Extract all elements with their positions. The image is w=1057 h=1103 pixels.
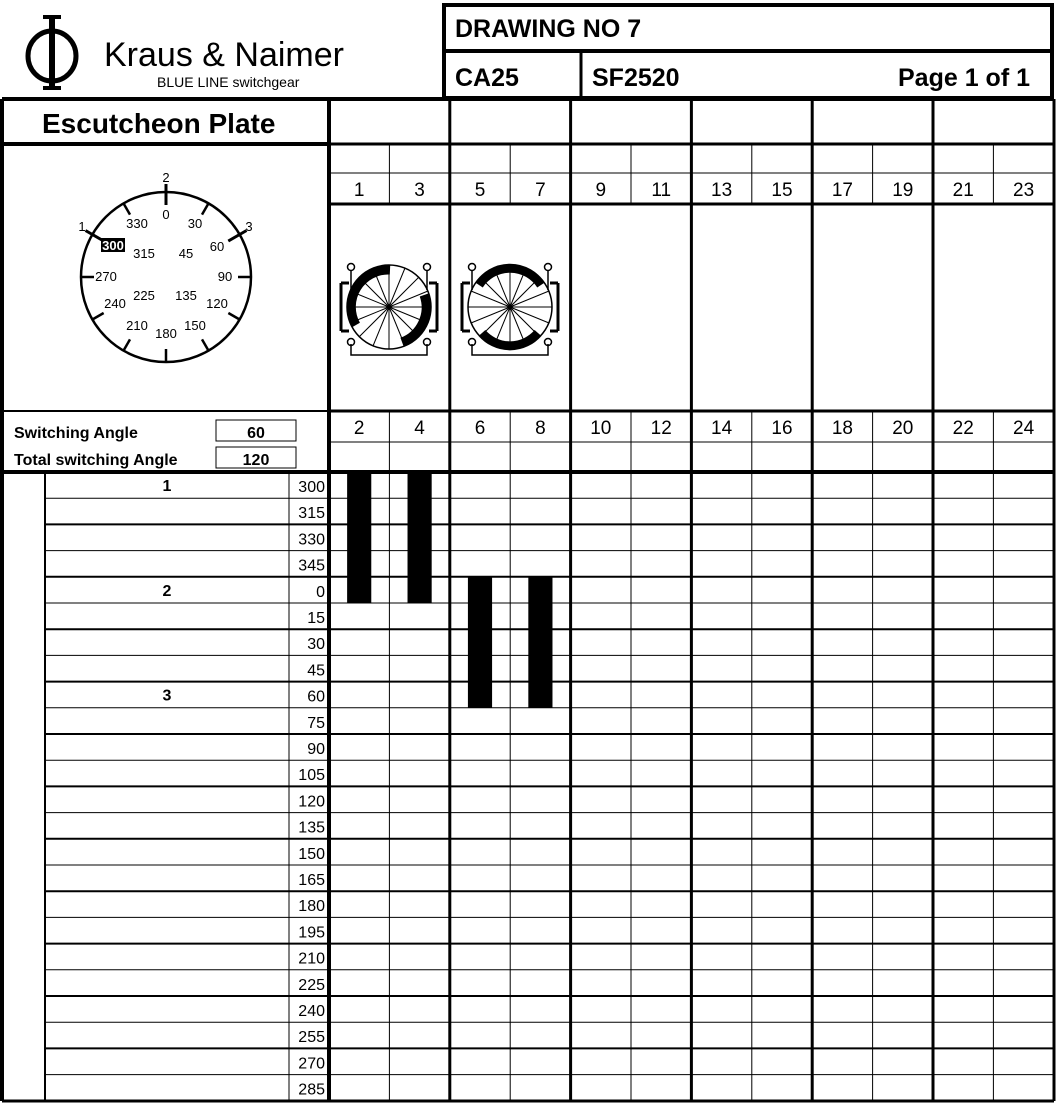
table-row [45, 917, 1054, 941]
angle-label-210: 210 [126, 318, 148, 333]
terminal-number: 10 [590, 418, 612, 439]
contact-closed-bar [528, 577, 552, 708]
angle-label-0: 0 [162, 207, 170, 222]
terminal-number: 22 [952, 418, 974, 439]
row-angle-label: 285 [298, 1081, 325, 1099]
angle-label-330: 330 [126, 216, 148, 231]
dial-tick [228, 313, 239, 320]
table-row [45, 551, 1054, 575]
table-row [163, 478, 326, 496]
brand-name: Kraus & Naimer [104, 36, 344, 74]
row-angle-label: 90 [307, 741, 325, 758]
contact-chamber-2 [462, 264, 558, 356]
angle-label-270: 270 [95, 269, 117, 284]
angle-label-135: 135 [175, 288, 197, 303]
position-label-2: 2 [162, 170, 170, 185]
terminal-number: 11 [651, 180, 672, 201]
drawing-number: DRAWING NO 7 [455, 15, 642, 43]
terminal-number: 19 [892, 180, 914, 201]
terminal-number: 9 [595, 180, 607, 201]
table-row [45, 839, 1054, 863]
table-row [45, 944, 1054, 968]
terminal-number: 4 [414, 418, 425, 439]
switching-angle-value: 60 [247, 425, 265, 442]
switching-table [45, 478, 1054, 1099]
row-angle-label: 270 [298, 1055, 325, 1073]
total-switching-angle-value: 120 [242, 452, 270, 469]
table-row [45, 996, 1054, 1020]
table-row [45, 498, 1054, 522]
row-angle-label: 345 [298, 557, 325, 575]
row-angle-label: 60 [307, 688, 325, 706]
row-position-label: 2 [162, 582, 172, 600]
row-position-label: 3 [162, 687, 172, 705]
angle-label-30: 30 [187, 216, 203, 231]
angle-label-90: 90 [217, 269, 233, 284]
row-angle-label: 165 [298, 872, 325, 889]
table-row [45, 813, 1054, 837]
row-angle-label: 150 [298, 845, 325, 863]
table-row [45, 891, 1054, 915]
terminal-number: 12 [650, 418, 672, 439]
row-angle-label: 15 [307, 610, 325, 627]
table-row [45, 760, 1054, 784]
row-angle-label: 135 [298, 819, 325, 837]
row-angle-label: 330 [298, 531, 325, 549]
row-position-label: 1 [162, 478, 172, 495]
escutcheon-plate-title: Escutcheon Plate [42, 108, 276, 139]
table-row [45, 1048, 1054, 1072]
angle-label-180: 180 [155, 326, 177, 341]
main-frame [2, 99, 1054, 1101]
row-angle-label: 75 [307, 714, 325, 732]
row-angle-label: 240 [298, 1003, 325, 1020]
program-code: SF2520 [592, 64, 680, 92]
terminal-number: 1 [353, 180, 365, 201]
row-angle-label: 0 [316, 583, 325, 601]
terminal-number: 18 [831, 418, 853, 439]
angle-label-315: 315 [133, 246, 155, 261]
dial-tick [92, 313, 103, 320]
table-row [45, 1075, 1054, 1099]
row-angle-label: 120 [298, 793, 325, 811]
terminal-number: 3 [414, 180, 425, 201]
dial-tick [202, 339, 209, 350]
brand-logo [28, 15, 344, 90]
contact-closed-bar [347, 472, 371, 603]
terminal-number: 14 [711, 418, 733, 439]
dial-tick [124, 339, 131, 350]
table-row [45, 708, 1054, 732]
position-label-1: 1 [78, 219, 86, 234]
terminal-number: 24 [1013, 418, 1035, 439]
terminal-number: 21 [952, 180, 974, 201]
angle-label-150: 150 [184, 318, 206, 333]
contact-chamber-1 [341, 264, 437, 356]
table-row [45, 524, 1054, 548]
terminal-number: 23 [1013, 180, 1035, 201]
row-angle-label: 105 [298, 767, 325, 785]
row-angle-label: 45 [307, 662, 325, 680]
terminal-number: 20 [892, 418, 914, 439]
contact-closed-bar [468, 577, 492, 708]
terminal-number: 6 [474, 418, 486, 439]
row-angle-label: 300 [298, 479, 325, 496]
terminal-number: 2 [353, 418, 365, 439]
table-row [45, 1022, 1054, 1046]
terminal-number: 16 [771, 418, 793, 439]
escutcheon-dial [78, 170, 252, 362]
row-angle-label: 195 [298, 924, 325, 942]
brand-tagline: BLUE LINE switchgear [157, 74, 300, 90]
table-row [45, 865, 1054, 889]
table-row [45, 734, 1054, 758]
position-label-3: 3 [245, 219, 253, 234]
row-angle-label: 210 [298, 950, 325, 968]
row-angle-label: 180 [298, 898, 325, 916]
switching-angle-label: Switching Angle [14, 425, 138, 442]
terminal-number: 13 [711, 180, 733, 201]
angle-label-300: 300 [102, 238, 124, 253]
terminal-number: 15 [771, 180, 793, 201]
angle-label-60: 60 [209, 239, 225, 254]
angle-label-240: 240 [104, 296, 126, 311]
contact-closed-bar [408, 472, 432, 603]
row-angle-label: 30 [307, 636, 325, 654]
angle-label-225: 225 [133, 288, 155, 303]
page-indicator: Page 1 of 1 [898, 64, 1030, 92]
dial-tick [124, 203, 131, 214]
terminal-number: 8 [535, 418, 546, 439]
switch-type: CA25 [455, 64, 519, 92]
dial-tick [202, 203, 209, 214]
row-angle-label: 315 [298, 505, 325, 523]
terminal-number: 17 [831, 180, 853, 201]
row-angle-label: 255 [298, 1029, 325, 1047]
terminal-number: 5 [474, 180, 486, 201]
terminal-number: 7 [535, 180, 546, 201]
switching-angle-block [14, 420, 296, 469]
row-angle-label: 225 [298, 976, 325, 994]
phi-logo-icon [28, 15, 76, 90]
angle-label-45: 45 [178, 246, 194, 261]
table-row [45, 786, 1054, 810]
table-row [45, 970, 1054, 994]
angle-label-120: 120 [206, 296, 228, 311]
total-switching-angle-label: Total switching Angle [14, 452, 178, 469]
